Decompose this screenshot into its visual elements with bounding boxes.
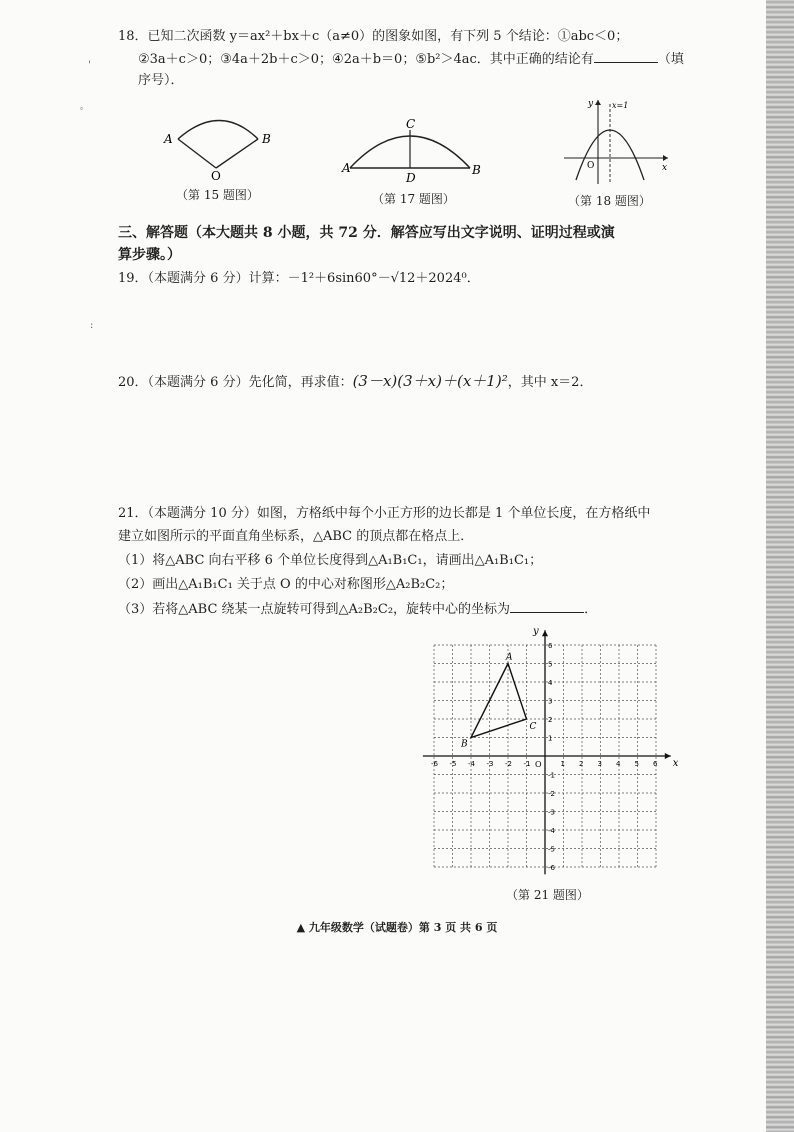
y-axis-label: y <box>533 626 539 638</box>
x-tick-label: -6 <box>431 760 438 768</box>
q18-line2 <box>138 50 684 69</box>
q21-item3-text: （3）若将△ABC 绕某一点旋转可得到△A₂B₂C₂，旋转中心的坐标为 <box>118 602 511 617</box>
fig15-caption: （第 15 题图） <box>176 188 259 202</box>
fig17-caption: （第 17 题图） <box>372 192 455 206</box>
section3-heading-line1: 三、解答题（本大题共 8 小题，共 72 分．解答应写出文字说明、证明过程或演 <box>118 225 615 241</box>
q21-line2: 建立如图所示的平面直角坐标系，△ABC 的顶点都在格点上． <box>118 529 474 544</box>
x-tick-label: -5 <box>449 760 457 768</box>
figure-15 <box>160 108 280 183</box>
x-tick-label: 4 <box>616 760 621 768</box>
figure-17 <box>340 112 490 184</box>
q21-line1: 21．（本题满分 10 分）如图，方格纸中每个小正方形的边长都是 1 个单位长度，在方格纸中 <box>118 506 651 521</box>
y-tick-label: -1 <box>548 771 555 780</box>
y-tick-label: 4 <box>548 679 553 687</box>
x-tick-label: 5 <box>634 760 639 768</box>
y-tick-label: -3 <box>548 808 555 817</box>
fig17-label-a: A <box>342 161 351 175</box>
q21-answer-blank[interactable] <box>510 600 584 613</box>
q21-item3-end: ． <box>584 602 598 617</box>
q20-line <box>118 372 592 392</box>
q18-line2-text: ②3a＋c＞0；③4a＋2b＋c＞0；④2a＋b＝0；⑤b²＞4ac．其中正确的结论有 <box>138 52 594 67</box>
q20-expression: (3－x)(3＋x)＋(x＋1)² <box>352 372 508 390</box>
x-tick-label: 3 <box>597 760 602 768</box>
y-tick-label: -4 <box>548 827 555 835</box>
q18-answer-blank[interactable] <box>594 50 658 63</box>
q20-text: 20．（本题满分 6 分）先化简，再求值： <box>118 375 353 390</box>
y-tick-label: 1 <box>548 734 553 743</box>
fig18-label-x: x <box>662 163 668 173</box>
y-tick-label: -2 <box>548 790 555 798</box>
q18-line1: 18．已知二次函数 y＝ax²＋bx＋c（a≠0）的图象如图，有下列 5 个结论：①abc＜0； <box>118 29 629 44</box>
x-tick-label: -2 <box>505 760 512 768</box>
y-tick-label: -6 <box>548 864 555 872</box>
y-tick-label: 6 <box>548 642 553 650</box>
q21-item1: （1）将△ABC 向右平移 6 个单位长度得到△A₁B₁C₁，请画出△A₁B₁C₁； <box>118 553 543 568</box>
fig21-caption: （第 21 题图） <box>506 888 589 902</box>
y-tick-label: 5 <box>548 660 553 669</box>
x-tick-label: 6 <box>653 760 658 768</box>
q18-line3: 序号）． <box>138 73 184 88</box>
q21-item2: （2）画出△A₁B₁C₁ 关于点 O 的中心对称图形△A₂B₂C₂； <box>118 577 454 592</box>
fig18-caption: （第 18 题图） <box>568 194 651 208</box>
fig18-label-o: O <box>587 161 595 171</box>
fig15-label-a: A <box>164 132 173 146</box>
scan-edge-shadow <box>766 0 794 1132</box>
x-axis-label: x <box>672 758 679 769</box>
y-axis-arrow <box>542 630 548 636</box>
fig18-label-y: y <box>588 99 594 109</box>
fig15-label-o: O <box>211 169 221 183</box>
y-tick-label: -5 <box>548 845 555 854</box>
vertex-label-a: A <box>506 652 513 663</box>
x-tick-label: 1 <box>560 760 565 768</box>
x-axis-arrow <box>665 753 671 759</box>
fig17-label-b: B <box>472 163 481 177</box>
q20-condition: ，其中 x＝2． <box>507 375 593 390</box>
q19-text: 19．（本题满分 6 分）计算：－1²＋6sin60°－√12＋2024⁰． <box>118 271 480 286</box>
scan-speck: : <box>90 320 94 331</box>
scan-speck: ﾟ <box>80 108 85 119</box>
vertex-label-c: C <box>529 722 537 732</box>
vertex-label-b: B <box>461 739 468 750</box>
x-tick-label: -1 <box>523 760 531 768</box>
fig17-label-d: D <box>406 171 416 185</box>
fig17-label-c: C <box>406 117 416 131</box>
fig15-label-b: B <box>262 132 271 146</box>
figure-18 <box>560 96 672 186</box>
q21-item3 <box>118 600 597 619</box>
origin-label: O <box>535 760 542 769</box>
x-tick-label: -4 <box>468 760 475 768</box>
scan-speck: ' <box>88 60 91 71</box>
y-tick-label: 2 <box>548 716 553 724</box>
x-tick-label: 2 <box>579 760 584 768</box>
page-footer: ▲ 九年级数学（试题卷）第 3 页 共 6 页 <box>296 921 498 934</box>
x-tick-label: -3 <box>486 760 494 768</box>
section3-heading-line2: 算步骤。） <box>118 247 181 263</box>
q18-line2-end: （填 <box>657 52 684 67</box>
y-tick-label: 3 <box>548 697 553 706</box>
figure-21-grid <box>425 626 679 878</box>
fig18-label-axis: x=1 <box>612 101 629 110</box>
